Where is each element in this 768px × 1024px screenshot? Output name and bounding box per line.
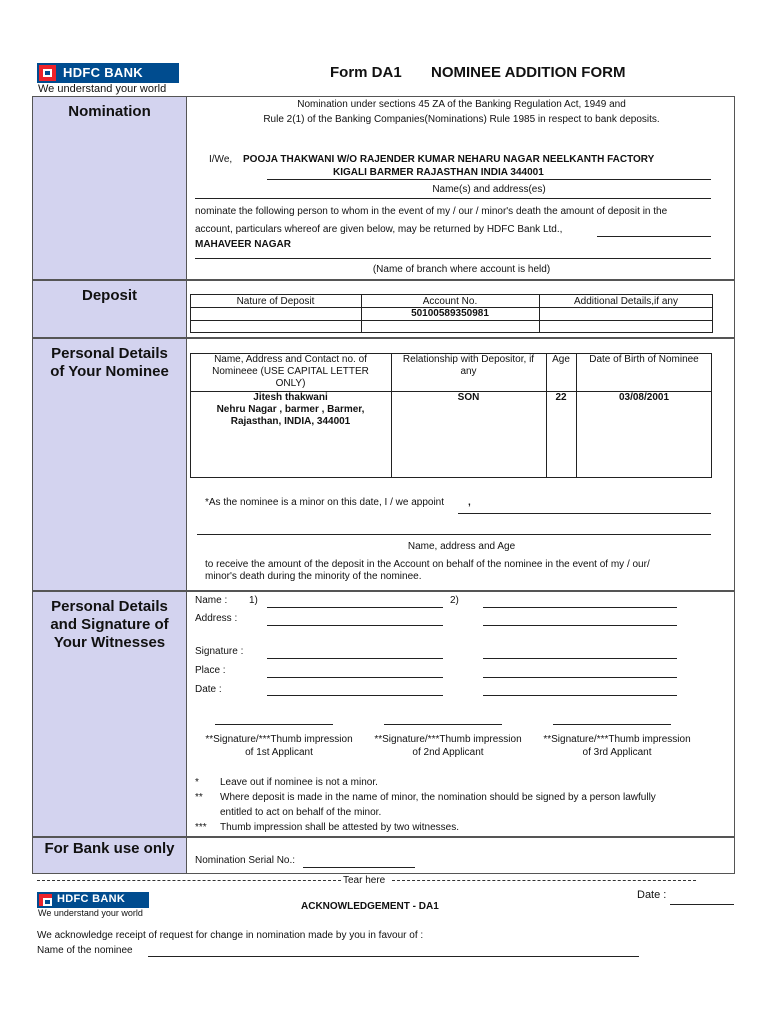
witness-1-name-field[interactable] [267,607,443,608]
ack-title: ACKNOWLEDGEMENT - DA1 [301,901,439,912]
col-age: Age [552,354,570,365]
applicant-2-signature-line[interactable] [384,724,502,725]
col-dob: Date of Birth of Nominee [589,354,699,365]
bank-use-section-label [32,837,187,874]
witnesses-label-line1: Personal Details [51,598,168,615]
col-account-no: Account No. [422,296,478,307]
ack-nominee-label: Name of the nominee [37,945,133,956]
name-address-caption: Name(s) and address(es) [432,184,546,195]
receive-text-2: minor's death during the minority of the nominee. [205,571,422,582]
witness-1-address-field[interactable] [267,625,443,626]
note-2-line1: Where deposit is made in the name of minor, the nomination should be signed by a person lawfully [220,792,656,803]
ack-text: We acknowledge receipt of request for change in nomination made by you in favour of : [37,930,424,941]
witness-date-label: Date : [195,684,222,695]
nomination-section-label [32,96,187,280]
note-2-mark: ** [195,792,203,803]
witness-2-signature-field[interactable] [483,658,677,659]
witnesses-label-line3: Your Witnesses [53,634,166,651]
account-no-value: 50100589350981 [411,308,489,319]
branch-value: MAHAVEER NAGAR [195,239,291,250]
guardian-underline-2 [197,534,711,535]
applicant-3-caption-line1: **Signature/***Thumb impression [543,734,691,745]
col-name-line1: Name, Address and Contact no. of [214,354,367,365]
witness-2-marker: 2) [450,595,459,606]
serial-no-label: Nomination Serial No.: [195,855,296,866]
witness-2-date-field[interactable] [483,695,677,696]
col-nature-of-deposit: Nature of Deposit [236,296,315,307]
bank-use-section [186,837,735,874]
witnesses-label-line2: and Signature of [50,616,169,633]
nomination-section [186,96,735,280]
ack-date-label: Date : [637,889,667,901]
applicant-1-caption-line1: **Signature/***Thumb impression [205,734,353,745]
nominate-text-2: account, particulars whereof are given below, may be returned by HDFC Bank Ltd., [195,224,563,235]
col-relationship-line2: any [460,366,477,377]
bank-underline [597,236,711,237]
depositor-name-line2: KIGALI BARMER RAJASTHAN INDIA 344001 [333,167,544,178]
minor-comma: , [468,497,471,508]
form-code: Form DA1 [330,64,402,81]
witness-1-date-field[interactable] [267,695,443,696]
applicant-2-caption-line2: of 2nd Applicant [412,747,484,758]
nomination-act-line1: Nomination under sections 45 ZA of the Banking Regulation Act, 1949 and [297,99,626,110]
receive-text-1: to receive the amount of the deposit in the Account on behalf of the nominee in the event of my / our/ [205,559,650,570]
witness-signature-label: Signature : [195,646,244,657]
iwe-label: I/We, [209,154,233,165]
branch-underline [195,258,711,259]
deposit-section [186,280,735,338]
guardian-underline-1 [458,513,711,514]
hdfc-logo [37,63,179,83]
nominee-name: Jitesh thakwani [253,392,328,403]
nominee-dob: 03/08/2001 [618,392,670,403]
nomination-label: Nomination [68,103,151,120]
logo-text: HDFC BANK [63,65,143,80]
note-1: Leave out if nominee is not a minor. [220,777,378,788]
witness-place-label: Place : [195,665,226,676]
applicant-2-caption-line1: **Signature/***Thumb impression [374,734,522,745]
applicant-3-signature-line[interactable] [553,724,671,725]
deposit-section-label [32,280,187,338]
hdfc-logo-icon [39,65,56,81]
note-2-line2: entitled to act on behalf of the minor. [220,807,382,818]
note-1-mark: * [195,777,199,788]
witness-1-place-field[interactable] [267,677,443,678]
ack-nominee-field[interactable] [148,956,639,957]
nominee-relationship: SON [457,392,480,403]
witness-name-label: Name : [195,595,228,606]
ack-date-field[interactable] [670,904,734,905]
col-name-line2: Nomineee (USE CAPITAL LETTER [212,366,369,377]
col-name-line3: ONLY) [275,378,306,389]
witness-2-place-field[interactable] [483,677,677,678]
nominate-text-1: nominate the following person to whom in the event of my / our / minor's death the amount of deposit in the [195,206,668,217]
witness-2-name-field[interactable] [483,607,677,608]
col-relationship-line1: Relationship with Depositor, if [402,354,535,365]
witness-1-marker: 1) [249,595,258,606]
applicant-1-caption-line2: of 1st Applicant [245,747,313,758]
ack-tagline: We understand your world [38,908,143,918]
branch-caption: (Name of branch where account is held) [372,264,551,275]
nominee-address-line2: Rajasthan, INDIA, 344001 [230,416,351,427]
note-3-mark: *** [195,822,207,833]
tear-here-text: Tear here [343,875,386,886]
bank-use-label: For Bank use only [44,840,175,857]
depositor-name-line1: POOJA THAKWANI W/O RAJENDER KUMAR NEHARU NAGAR NEELKANTH FACTORY [243,154,655,165]
nominee-address-line1: Nehru Nagar , barmer , Barmer, [216,404,365,415]
col-additional-details: Additional Details,if any [574,296,678,307]
caption-underline [195,198,711,199]
note-3: Thumb impression shall be attested by two witnesses. [220,822,459,833]
witness-2-address-field[interactable] [483,625,677,626]
name-address-age-caption: Name, address and Age [407,541,516,552]
tear-line-right [392,880,696,881]
ack-hdfc-logo-icon [39,894,52,906]
witnesses-section-label [32,591,187,837]
witnesses-section [186,591,735,837]
deposit-label: Deposit [81,287,137,304]
nominee-label-line2: of Your Nominee [50,363,169,380]
name-underline [267,179,711,180]
nominee-label-line1: Personal Details [51,345,168,362]
ack-hdfc-logo [37,892,149,908]
nominee-section-label [32,338,187,591]
ack-logo-text: HDFC BANK [57,893,126,905]
witness-address-label: Address : [195,613,238,624]
applicant-3-caption-line2: of 3rd Applicant [582,747,652,758]
serial-no-field[interactable] [303,867,415,868]
tear-line-left [37,880,341,881]
applicant-1-signature-line[interactable] [215,724,333,725]
nominee-section [186,338,735,591]
form-title: NOMINEE ADDITION FORM [431,64,626,81]
nominee-age: 22 [555,392,567,403]
witness-1-signature-field[interactable] [267,658,443,659]
tagline: We understand your world [38,83,167,95]
nomination-act-line2: Rule 2(1) of the Banking Companies(Nominations) Rule 1985 in respect to bank deposits. [263,114,660,125]
minor-text: *As the nominee is a minor on this date, I / we appoint [205,497,445,508]
